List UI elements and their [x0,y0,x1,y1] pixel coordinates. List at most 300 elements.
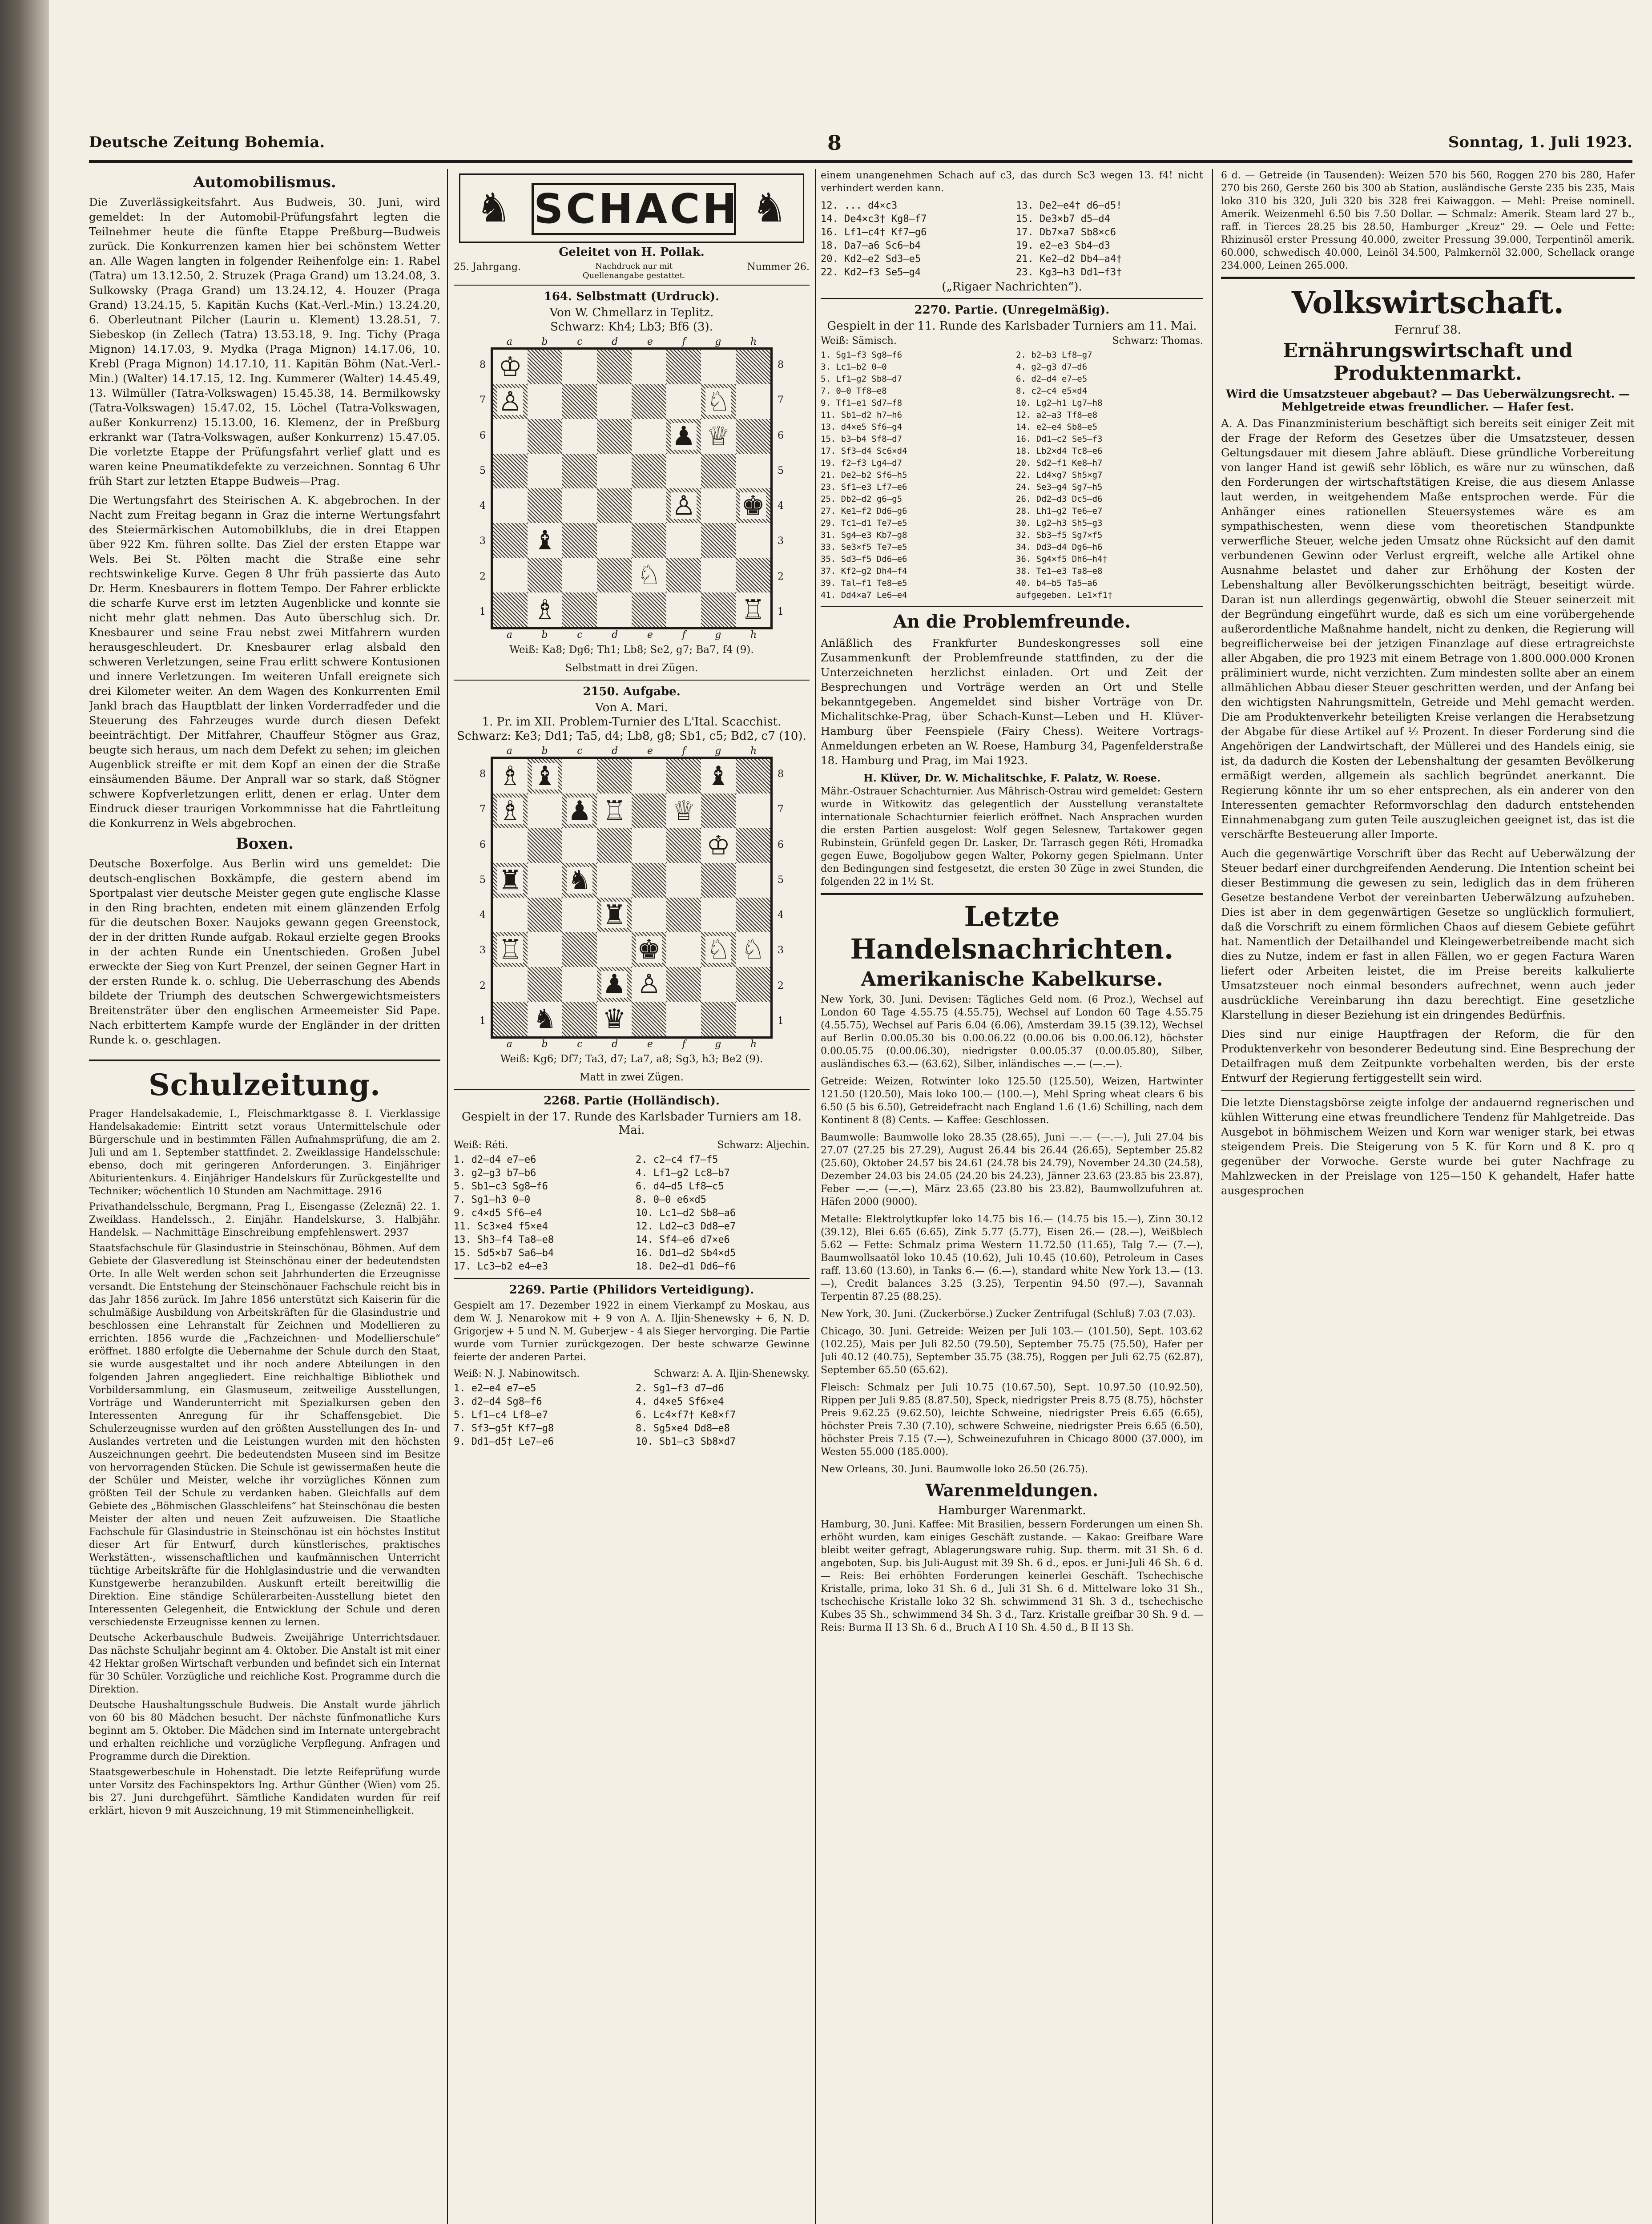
file-label: c [577,1039,583,1050]
article-zuverlaessigkeitsfahrt: Die Zuverlässigkeitsfahrt. Aus Budweis, 30. Juni, wird gemeldet: In der Automobil-Prüfungsfahrt legten die Teilnehmer heute die fünfte Etappe Preßburg—Budweis zurück. Die Konkurrenzen kamen hier bei schönstem Wetter an. Alle Wagen langten in folgender Reihenfolge ein: 1. Rabel (Tatra) um 13.12.50, 2. Struzek (Praga Grand) um 13.24.08, 3. Sulkowsky (Praga Grand) um 13.24.12, 4. Houzer (Praga Grand) 13.24.15, 5. Kapitän Kuchs (Kat.-Verl.-Min.) 13.24.20, 6. Oberleutnant Pilcher (Laurin u. Klement) 13.28.51, 7. Siebeskop (in Zellech (Tatra) 13.53.18, 9. Ing. Tichy (Praga Mignon) 14.17.03, 9. Mydka (Praga Mignon) 14.17.06, 10. Krebl (Praga Mignon) 14.17.10, 11. Kapitän Böhm (Nat.-Verl.-Min.) (Walter) 14.17.15, 12. Ing. Kummerer (Walter) 14.45.49, 13. Wilmüller (Tatra-Volkswagen) 15.45.38, 14. Bermilkowsky (Tatra-Volkswagen) 15.47.02, 15. Löchel (Tatra-Volkswagen, außer Konkurrenz) 15.13.00, 16. Klemenz, der in Preßburg erkrankt war (Tatra-Volkswagen, außer Konkurrenz) 15.47.05. Die vorletzte Etappe der Prüfungsfahrt verlief glatt und es waren keine Pneumatikdefekte zu verzeichnen. Sonntag 6 Uhr früh Start zur letzten Etappe Budweis—Prag. [89,196,440,488]
move-line: 10. Sb1—c3 Sb8×d7 [636,1436,736,1447]
board-square [528,967,562,1002]
chessboard-164 [476,336,787,641]
section-title-problemfreunde: An die Problemfreunde. [893,611,1131,632]
white-pawn-icon: ♙ [672,490,696,521]
page-header [89,133,1632,160]
file-label: e [647,336,653,347]
section-title-handelsnachrichten: Letzte Handelsnachrichten. [821,893,1203,965]
board-square [632,350,666,384]
black-bishop-icon: ♝ [706,761,730,792]
board-square [562,488,597,523]
rank-label: 4 [778,910,784,921]
board-square [736,1002,770,1036]
file-label: f [682,336,686,347]
game-2269-moves [454,1382,810,1449]
rank-label: 4 [479,910,486,921]
game-2269-intro: Gespielt am 17. Dezember 1922 in einem Vierkampf zu Moskau, aus dem W. J. Nenarokow mit + 9 von A. A. Iljin-Shenewsky + 6, N. D. Grigorjew + 5 und N. M. Guberjew - 4 als Sieger hervorging. Die Partie wurde vom Turnier zurückgezogen. Der beste schwarze Gewinne feierte der anderen Partei. [454,1300,810,1363]
article-subtitle-ernaehrung: Wird die Umsatzsteuer abgebaut? — Das Ueberwälzungsrecht. — Mehlgetreide etwas freundlicher. — Hafer fest. [1225,387,1630,413]
move-line: 13. d4×e5 Sf6—g4 [821,422,903,432]
move-line: 4. g2—g3 d7—d6 [1016,362,1088,372]
problem-2150-tourney: 1. Pr. im XII. Problem-Turnier des L'Ital. Scacchist. [482,715,782,729]
divider [454,1278,810,1279]
file-labels [476,1039,787,1050]
board-square [597,898,632,932]
board-square [736,828,770,863]
white-knight-icon: ♘ [706,934,730,965]
board-square [666,1002,701,1036]
board-square [736,419,770,454]
file-label: e [647,1039,653,1050]
move-line: 25. Db2—d2 g6—g5 [821,494,903,504]
move-line: 17. Sf3—d4 Sc6×d4 [821,446,907,456]
move-line: aufgegeben. Le1×f1† [1016,590,1113,600]
article-problemfreunde: Anläßlich des Frankfurter Bundeskongresses soll eine Zusammenkunft der Problemfreunde stattfinden, zu der die Unterzeichneten herzlichst einladen. Ort und Zeit der Besprechungen und Vorträge werden an Ort und Stelle bekanntgegeben. Angemeldet sind bisher Vorträge von Dr. Michalitschke-Prag, über Schach-Kunst—Leben und H. Klüver-Hamburg über Feenspiele (Fairy Chess). Weitere Vortrags-Anmeldungen erbeten an W. Roese, Hamburg 34, Pagenfelderstraße 18. Hamburg und Prag, im Mai 1923. [821,637,1203,767]
masthead-date: Sonntag, 1. Juli 1923. [1448,133,1632,151]
board-square [528,759,562,794]
problem-164-white: Weiß: Ka8; Dg6; Th1; Lb8; Se2, g7; Ba7, f4 (9). [509,644,754,656]
board-square [632,523,666,558]
white-rook-icon: ♖ [498,934,522,965]
board-square [528,419,562,454]
divider [454,1089,810,1090]
board-square [701,454,736,488]
move-line: 19. f2—f3 Lg4—d7 [821,458,903,468]
board-square [493,794,528,828]
rank-label: 2 [479,571,486,582]
nummer: Nummer 26. [747,262,810,273]
board-square [493,384,528,419]
move-line: 14. e2—e4 Sb8—e5 [1016,422,1098,432]
white-bishop-icon: ♗ [498,795,522,826]
page-number: 8 [827,131,842,155]
board-square [562,592,597,627]
file-label: h [750,629,757,641]
board-square [528,828,562,863]
board-square [597,384,632,419]
section-title-kabelkurse: Amerikanische Kabelkurse. [861,968,1163,991]
white-knight-icon: ♘ [741,934,765,965]
black-bishop-icon: ♝ [533,525,557,556]
kabel-metalle: Metalle: Elektrolytkupfer loko 14.75 bis 16.— (14.75 bis 15.—), Zinn 30.12 (39.12), Blei 6.65 (6.65), Zink 5.77 (5.77), Eisen 26.— (28.—), Weißblech 5.62 — Fette: Schmalz prima Western 11.72.50 (11.65), Talg 7.— (7.—), Baumwollsaatöl loko 10.45 (10.62), Juli 10.45 (10.60), Petroleum in Cases raff. 13.60 (13.60), in Tanks 6.— (6.—), standard white New York 13.— (13.—), Credit balances 3.25 (3.25), Terpentin 94.50 (97.—), Savannah Terpentin 87.25 (88.25). [821,1214,1203,1302]
white-player: Weiß: Sämisch. [821,335,897,346]
article-title-ernaehrung: Ernährungswirtschaft und Produktenmarkt. [1283,339,1573,385]
game-2269-continuation: einem unangenehmen Schach auf c3, das durch Sc3 wegen 13. f4! nicht verhindert werden kann. [821,170,1203,194]
file-label: d [612,629,618,641]
kabel-zucker: New York, 30. Juni. (Zuckerbörse.) Zucker Zentrifugal (Schluß) 7.03 (7.03). [821,1309,1196,1320]
board-square [493,454,528,488]
board-square [632,828,666,863]
board-square [493,488,528,523]
kabel-getreide: Getreide: Weizen, Rotwinter loko 125.50 (125.50), Weizen, Hartwinter 121.50 (120.50), Mais loko 100.— (100.—), Mehl Spring wheat clears 6 bis 6.50 (5 bis 6.50), Getreidefracht nach England 1.6 (1.6) Schilling, nach dem Kontinent 8 (8) Cents. — Kaffee: Geschlossen. [821,1076,1203,1126]
move-line: 1. e2—e4 e7—e5 [454,1383,536,1394]
move-line: 7. Sg1—h3 0—0 [454,1194,531,1205]
board-square [493,828,528,863]
board-square [528,488,562,523]
move-line: 31. Sg4—e3 Kb7—g8 [821,530,907,540]
white-queen-icon: ♕ [706,421,730,452]
board-square [597,454,632,488]
move-line: 13. Sh3—f4 Ta8—e8 [454,1234,554,1245]
move-line: 38. Te1—e3 Ta8—e8 [1016,566,1103,576]
kabel-chicago: Chicago, 30. Juni. Getreide: Weizen per Juli 103.— (101.50), Sept. 103.62 (102.25), Mais per Juli 82.50 (79.50), September 75.75 (75.50), Hafer per Juli 40.12 (40.75), September 35.75 (38.75), Roggen per Juli 62.75 (62.87), September 65.50 (65.62). [821,1326,1203,1376]
problem-2150-white: Weiß: Kg6; Df7; Ta3, d7; La7, a8; Sg3, h3; Be2 (9). [500,1053,763,1065]
board-square [493,932,528,967]
move-line: 12. Ld2—c3 Dd8—e7 [636,1221,736,1232]
article-boxerfolge: Deutsche Boxerfolge. Aus Berlin wird uns gemeldet: Die deutsch-englischen Boxkämpfe, die gestern abend im Sportpalast vier deutsche Meister gegen gute englische Klasse in den Ring brachten, endeten mit einem glänzenden Erfolg für die deutschen Boxer. Naujoks gewann gegen Greenstock, der in der dritten Runde aufgab. Rokaul erzielte gegen Brooks in der achten Runde ein Unentschieden. Großen Jubel erweckte der Sieg von Kurt Prenzel, der seinen Gegner Hart in der ersten Runde k. o. schlug. Die Ueberraschung des Abends bildete der Triumph des deutschen Schwergewichtsmeisters Breitensträter über den englischen Armeemeister Sid Pape. Nach erbittertem Kampfe wurde der Engländer in der dritten Runde k. o. geschlagen. [89,857,440,1046]
board-square [701,759,736,794]
board-square [562,454,597,488]
move-line: 13. De2—e4† d6—d5! [1016,200,1122,211]
article-umsatzsteuer-2: Auch die gegenwärtige Vorschrift über das Recht auf Ueberwälzung der Steuer bedarf einer durchgreifenden Aenderung. Die Intention scheint bei dieser Bestimmung die gewesen zu sein, lediglich das in dem früheren Gesetze bestandene Verbot der vereinbarten Ueberwälzung aufzuheben. Dies ist aber in dem gegenwärtigen Gesetze so unglücklich formuliert, daß die Vorschrift zu einem förmlichen Chaos auf diesem Gebiete geführt hat. Namentlich der Detailhandel und Kleingewerbetreibende macht sich dies zu Nutze, indem er fast in allen Fällen, wo er gegen Factura Waren liefert oder Arbeiten leistet, die im Preise bereits kalkulierte Umsatzsteuer noch einmal besonders aufrechnet, wenn auch jeder ausdrückliche Vereinbarung ihn dazu berechtigt. Eine gesetzliche Klarstellung in dieser Beziehung ist ein dringendes Bedürfnis. [1221,847,1635,1021]
file-label: e [647,629,653,641]
board-square [736,454,770,488]
board-square [493,419,528,454]
chessboard-grid [491,347,773,629]
board-square [528,932,562,967]
white-queen-icon: ♕ [672,795,696,826]
board-square [701,794,736,828]
divider [821,298,1203,299]
game-2270-players [821,335,1203,346]
move-line: 24. Se3—g4 Sg7—h5 [1016,482,1103,492]
file-label: a [506,745,512,757]
game-2270-title: 2270. Partie. (Unregelmäßig). [914,303,1110,317]
board-square [701,1002,736,1036]
board-square [528,454,562,488]
problem-164-author: Von W. Chmellarz in Teplitz. [549,306,714,319]
board-square [666,794,701,828]
white-bishop-icon: ♗ [533,594,557,625]
board-square [736,523,770,558]
rank-label: 8 [479,359,486,371]
article-mahr-ostrau: Mähr.-Ostrauer Schachturnier. Aus Mährisch-Ostrau wird gemeldet: Gestern wurde in Witkowitz das gelegentlich der Ausstellung veranstaltete internationale Schachturnier feierlich eröffnet. Nach Ansprachen wurden die ersten Partien ausgelost: Wolf gegen Selesnew, Tartakower gegen Rubinstein, Grünfeld gegen Dr. Lasker, Dr. Tarrasch gegen Réti, Hromadka gegen Euwe, Bogoljubow gegen Walter, Pokorny gegen Spielmann. Unter den Bedingungen sind festgesetzt, die ersten 30 Züge in zwei Stunden, die folgenden 22 in 1½ St. [821,786,1203,887]
chessboard-grid [491,757,773,1039]
game-2268-sub: Gespielt in der 17. Runde des Karlsbader Turniers am 18. Mai. [461,1110,802,1137]
article-warenmarkt: Hamburg, 30. Juni. Kaffee: Mit Brasilien, bessern Forderungen um einen Sh. erhöht wurden, kam einiges Geschäft zustande. — Kakao: Greifbare Ware bleibt weiter gefragt, Ablagerungsware ruhig. Sup. therm. mit 31 Sh. 6 d. angeboten, Sup. bis Juli-August mit 39 Sh. 6 d., epos. er Juni-Juli 46 Sh. 6 d. — Reis: Bei erhöhten Forderungen keinerlei Geschäft. Tschechische Kristalle, prima, loko 31 Sh. 6 d., Juli 31 Sh. 6 d. Mittelware loko 31 Sh., tschechische Kristalle loko 32 Sh. schwimmend 31 Sh. 3 d., tschechische Kubes 35 Sh., schwimmend 34 Sh. 3 d., Tarz. Kristalle greifbar 30 Sh. 9 d. — Reis: Burma II 13 Sh. 6 d., Bruch A I 10 Sh. 4.50 d., B II 13 Sh. [821,1519,1203,1633]
column-3 [821,169,1203,2224]
article-umsatzsteuer-1: A. A. Das Finanzministerium beschäftigt sich bereits seit einiger Zeit mit der Frage der Reform des Gesetzes über die Umsatzsteuer, dessen Geltungsdauer mit diesem Jahre abläuft. Diese gründliche Vorbereitung von langer Hand ist gewiß sehr löblich, es wäre nur zu wünschen, daß den Forderungen der wirtschaftstätigen Kreise, die aus diesem Anlasse laut werden, in weitgehendem Maße entsprochen werde. Für die Anhänger eines rationellen Steuersystemes wäre es am sympathischesten, wenn diese vom theoretischen Standpunkte verwerfliche Steuer, welche jeden Umsatz ohne Rücksicht auf den damit verbundenen Gewinn oder Verlust ergreift, welche alle Artikel ohne Ausnahme belastet und daher zur Erhöhung der Kosten der Lebenshaltung aller Bevölkerungsschichten beiträgt, beseitigt würde. Daran ist nun allerdings gegenwärtig, obwohl die Steuer seinerzeit mit der Begründung eingeführt wurde, daß es sich um eine vorübergehende außerordentliche Maßnahme handelt, nicht zu denken, die Regierung will begreiflicherweise bei der jetzigen Finanzlage auf diese ertragreichste aller Abgaben, die pro 1923 mit einem Betrage von 1.800.000.000 Kronen präliminiert wurde, nicht verzichten. Zum mindesten sollte aber an einem allmählichen Abbau dieser Steuer geschritten werden, und der Anfang bei den wichtigsten Nahrungsmitteln, Getreide und Mehl gemacht werden. Die am Produktenverkehr beteiligten Kreise verlangen die Herabsetzung der Abgabe für diese Artikel auf ½ Prozent. In dieser Forderung sind die Angehörigen der Landwirtschaft, der Müllerei und des Handels einig, sie ist, da dadurch die Kosten der Lebenshaltung der gesamten Bevölkerung ermäßigt werden, allgemein als sachlich begründet anerkannt. Die Regierung könnte ihr um so eher entsprechen, als ein anderer von den Interessenten gemachter Reformvorschlag den dadurch entstehenden Einnahmenabgang zum guten Teile auszugleichen geeignet ist, das ist die verschärfte Besteuerung aller Importe. [1221,417,1635,841]
white-player: Weiß: N. J. Nabinowitsch. [454,1368,580,1379]
white-rook-icon: ♖ [602,795,626,826]
board-square [666,932,701,967]
file-label: e [647,745,653,757]
move-line: 12. a2—a3 Tf8—e8 [1016,410,1098,420]
board-square [666,558,701,592]
move-line: 22. Kd2—f3 Se5—g4 [821,267,921,278]
notice-handelsakademie: Prager Handelsakademie, I., Fleischmarktgasse 8. I. Vierklassige Handelsakademie: Eintritt setzt voraus Untermittelschule oder Bürgerschule und in bestimmten Fällen Aufnahmsprüfung, die am 2. Juli und am 1. September stattfindet. 2. Zweiklassige Handelsschule: ebenso, doch mit geringeren Anforderungen. 3. Einjähriger Abiturientenkurs. 4. Einjähriger Handelskurs für Zurückgestellte und Techniker; wöchentlich 10 Stunden am Nachmittage. 2916 [89,1108,440,1197]
rank-label: 6 [479,430,486,441]
article-wertungsfahrt: Die Wertungsfahrt des Steirischen A. K. abgebrochen. In der Nacht zum Freitag begann in Graz die interne Wertungsfahrt des Steiermärkischen Automobilklubs, die in drei Etappen über 922 Km. führen sollte. Das Ziel der ersten Etappe war Wels. Bei St. Pölten macht die Straße eine sehr rechtswinkelige Kurve. Gegen 8 Uhr früh passierte das Auto Dr. Herm. Knesbaurers in flottem Tempo. Der Fahrer erblickte die scharfe Kurve erst im letzten Augenblicke und konnte sie nicht mehr glatt nehmen. Das Auto überschlug sich. Dr. Knesbaurer und seine Frau nebst zwei Mitfahrern wurden herausgeschleudert. Dr. Knesbaurer erlag alsbald den schweren Verletzungen, seine Frau erlitt schwere Kontusionen und innere Verletzungen. Im weiteren Unfall ereignete sich drei Kilometer weiter. An dem Wagen des Konkurrenten Emil Jankl brach das Hauptblatt der linken Vorderradfeder und die Steuerung des Fahrzeuges wurde durch diesen Defekt beeinträchtigt. Der Mitfahrer, Chauffeur Stögner aus Graz, beugte sich heraus, um nach dem Defekt zu sehen; im gleichen Augenblick streifte er mit dem Kopf an einen der die Straße einsäumenden Bäume. Der Anprall war so stark, daß Stögner schwere Kopfverletzungen erlitt, denen er erlag. Unter dem Eindruck dieser traurigen Vorkommnisse hat die Fahrtleitung die Konkurrenz in Wels abgebrochen. [89,494,440,830]
white-rook-icon: ♖ [741,594,765,625]
black-player: Schwarz: A. A. Iljin-Shenewsky. [653,1368,810,1379]
move-line: 12. ... d4×c3 [821,200,898,211]
board-square [632,967,666,1002]
move-line: 23. Kg3—h3 Dd1—f3† [1016,267,1122,278]
file-label: c [577,336,583,347]
board-square [562,828,597,863]
move-line: 9. Tf1—e1 Sd7—f8 [821,398,903,408]
board-square [666,384,701,419]
board-square [528,592,562,627]
board-square [701,558,736,592]
rank-label: 5 [479,465,486,476]
fernruf: Fernruf 38. [1394,323,1461,337]
board-square [597,794,632,828]
move-line: 3. d2—d4 Sg8—f6 [454,1396,542,1407]
rank-label: 3 [479,536,486,547]
game-2268-players [454,1140,810,1151]
board-square [562,759,597,794]
white-knight-icon: ♘ [706,386,730,417]
move-line: 15. Sd5×b7 Sa6—b4 [454,1248,554,1259]
file-label: h [750,336,757,347]
source-note: („Rigaer Nachrichten“). [942,280,1082,294]
game-2268-title: 2268. Partie (Holländisch). [544,1094,720,1108]
game-2270-sub: Gespielt in der 11. Runde des Karlsbader Turniers am 11. Mai. [827,319,1197,333]
notice-ackerbauschule: Deutsche Ackerbauschule Budweis. Zweijährige Unterrichtsdauer. Das nächste Schuljahr beginnt am 4. Oktober. Die Anstalt ist mit einer 42 Hektar großen Wirtschaft verbunden und befindet sich ein Internat für 30 Schüler. Vorzügliche und reichliche Kost. Programme durch die Direktion. [89,1632,440,1695]
board-square [736,932,770,967]
problem-2150-black: Schwarz: Ke3; Dd1; Ta5, d4; Lb8, g8; Sb1, c5; Bd2, c7 (10). [457,729,806,743]
move-line: 18. Lb2×d4 Tc8—e6 [1016,446,1103,456]
column-4 [1221,169,1635,2224]
column-divider [447,169,448,2224]
board-square [597,488,632,523]
board-square [562,419,597,454]
move-line: 9. Dd1—d5† Le7—e6 [454,1436,554,1447]
board-square [597,932,632,967]
board-square [528,863,562,898]
file-label: h [750,745,757,757]
schach-title: SCHACH [532,183,736,235]
black-pawn-icon: ♟ [602,969,626,1000]
board-square [632,592,666,627]
board-square [528,523,562,558]
board-square [493,967,528,1002]
move-line: 39. Tal—f1 Te8—e5 [821,578,907,588]
board-square [562,384,597,419]
move-line: 5. Lf1—g2 Sb8—d7 [821,374,903,384]
board-square [701,523,736,558]
game-2270-moves [821,349,1203,601]
board-square [632,863,666,898]
jahrgang: 25. Jahrgang. [454,262,521,273]
board-square [666,419,701,454]
move-line: 11. Sb1—d2 h7—h6 [821,410,903,420]
problem-164-black: Schwarz: Kh4; Lb3; Bf6 (3). [550,320,713,334]
section-title-volkswirtschaft: Volkswirtschaft. [1221,277,1635,321]
board-square [597,350,632,384]
white-king-icon: ♔ [498,351,522,383]
game-2269-title: 2269. Partie (Philidors Verteidigung). [509,1283,754,1297]
move-line: 1. d2—d4 e7—e6 [454,1154,536,1165]
rank-label: 6 [479,839,486,850]
board-square [632,898,666,932]
move-line: 17. Lc3—b2 e4—e3 [454,1261,548,1272]
board-square [493,759,528,794]
divider [454,680,810,681]
rank-label: 3 [778,536,784,547]
rank-label: 7 [778,395,784,406]
board-square [493,523,528,558]
move-line: 2. c2—c4 f7—f5 [636,1154,718,1165]
black-queen-icon: ♛ [602,1003,626,1035]
board-square [666,967,701,1002]
chessboard-2150 [476,745,787,1050]
move-line: 19. e2—e3 Sb4—d3 [1016,240,1110,251]
notice-glasindustrie: Staatsfachschule für Glasindustrie in Steinschönau, Böhmen. Auf dem Gebiete der Glasveredlung ist Steinschönau einer der bedeutendsten Orte. In alle Welt werden schon seit Jahrhunderten die Erzeugnisse versandt. Die Entstehung der Steinschönauer Fachschule reicht bis in das Jahr 1856 zurück. Im Jahre 1856 unterstützt sich Kaiserin für die schulmäßige Ausbildung von Arbeitskräften für die Glasindustrie und beschlossen eine Lehranstalt für Zeichnen und Modellieren zu errichten. 1856 wurde die „Fachzeichnen- und Modellierschule“ eröffnet. 1880 erfolgte die Uebernahme der Schule durch den Staat, sie wurde ausgestaltet und ihr noch andere Abteilungen in den folgenden Jahren angegliedert. Eine reichhaltige Bibliothek und Vorbildersammlung, ein Glasmuseum, zeitweilige Ausstellungen, Vorträge und Wanderunterricht mit Spezialkursen geben den Interessenten Anregung für ihr Schaffensgebiet. Die Schulerzeugnisse wurden auf den größten Ausstellungen des In- und Auslandes vertreten und die Leistungen wurden mit den höchsten Auszeichnungen geehrt. Die bedeutendsten Museen sind im Besitze von hervorragenden Stücken. Die Schule ist gewissermaßen heute die der Schüler und Meister, welche ihr vorzügliches Können zum größten Teil der Schule zu verdanken haben. Gleichfalls auf dem Gebiete des „Böhmischen Glasschleifens“ hat Steinschönau die besten Meister der alten und neuen Zeit aufzuweisen. Die Staatliche Fachschule für Glasindustrie in Steinschönau ist ein höchstes Institut dieser Art für Entwurf, durch künstlerisches, praktisches Werkstätten-, wissenschaftlichen und kaufmännischen Unterricht tüchtige Arbeitskräfte für die Hohlglasindustrie und die verwandten Kunstgewerbe heranzubilden. Auskunft erteilt bereitwillig die Direktion. Eine ständige Schülerarbeiten-Ausstellung bietet den Interessenten Gelegenheit, die Entwicklung der Schule und deren verschiedenste Erzeugnisse kennen zu lernen. [89,1243,440,1628]
move-line: 40. b4—b5 Ta5—a6 [1016,578,1098,588]
move-line: 6. Lc4×f7† Ke8×f7 [636,1410,736,1421]
board-square [493,350,528,384]
move-line: 35. Sd3—f5 Dd6—e6 [821,554,907,564]
move-line: 4. d4×e5 Sf6×e4 [636,1396,724,1407]
board-square [528,558,562,592]
article-dienstagsboerse: Die letzte Dienstagsbörse zeigte infolge der andauernd regnerischen und kühlen Witterung eine etwas freundlichere Tendenz für Mahlgetreide. Das Ausgebot in böhmischem Weizen und Korn war weniger stark, bei etwas steigendem Preis. Die Steigerung von 5 K. für Korn und 8 K. pro q gegenüber der Vorwoche. Gerste wurde bei guter Nachfrage zu Mahlzwecken in der Preislage von 125—150 K gehandelt, Hafer hatte ausgesprochen [1221,1096,1635,1197]
schach-banner [459,173,804,243]
rank-label: 7 [479,804,486,815]
problem-164-task: Selbstmatt in drei Zügen. [565,662,698,674]
move-line: 2. b2—b3 Lf8—g7 [1016,350,1092,360]
rank-label: 4 [479,500,486,512]
schach-meta [454,262,810,280]
move-line: 6. d2—d4 e7—e5 [1016,374,1088,384]
move-line: 3. g2—g3 b7—b6 [454,1168,536,1179]
move-line: 5. Sb1—c3 Sg8—f6 [454,1181,548,1192]
move-line: 16. Lf1—c4† Kf7—g6 [821,227,927,238]
move-line: 14. Sf4—e6 d7×e6 [636,1234,730,1245]
move-line: 26. Dd2—d3 Dc5—d6 [1016,494,1103,504]
move-line: 7. Sf3—g5† Kf7—g8 [454,1423,554,1434]
white-bishop-icon: ♗ [498,761,522,792]
board-square [597,967,632,1002]
board-square [701,384,736,419]
move-line: 3. Lc1—b2 0—0 [821,362,887,372]
board-square [736,794,770,828]
white-knight-icon: ♘ [637,560,661,591]
scan-binding-edge [0,0,49,2224]
board-square [701,863,736,898]
section-title-boxen: Boxen. [236,835,294,853]
board-square [562,794,597,828]
file-labels [476,629,787,641]
schach-editor: Geleitet von H. Pollak. [559,246,705,259]
move-line: 16. Dd1—d2 Sb4×d5 [636,1248,736,1259]
file-label: a [506,629,512,641]
file-label: f [682,1039,686,1050]
move-line: 2. Sg1—f3 d7—d6 [636,1383,724,1394]
board-square [632,932,666,967]
move-line: 8. c2—c4 e5×d4 [1016,386,1088,396]
board-square [597,759,632,794]
board-square [597,419,632,454]
board-square [666,898,701,932]
move-line: 32. Sb3—f5 Sg7×f5 [1016,530,1103,540]
file-label: g [715,629,721,641]
file-label: g [715,745,721,757]
move-line: 16. Dd1—c2 Se5—f3 [1016,434,1103,444]
board-square [736,350,770,384]
board-square [597,1002,632,1036]
file-label: h [750,1039,757,1050]
black-player: Schwarz: Aljechin. [717,1140,810,1151]
board-square [736,967,770,1002]
move-line: 14. De4×c3† Kg8—f7 [821,214,927,225]
kabel-fleisch: Fleisch: Schmalz per Juli 10.75 (10.67.50), Sept. 10.97.50 (10.92.50), Rippen per Juli 9.85 (8.87.50), Speck, niedrigster Preis 8.75 (8.75), höchster Preis 9.62.25 (9.62.50), leichte Schweine, niedrigster Preis 6.65 (6.65), höchster Preis 7.30 (7.10), schwere Schweine, niedrigster Preis 6.65 (6.50), höchster Preis 7.15 (7.—), Schweinezufuhren in Chicago 8000 (37.000), im Westen 55.000 (185.000). [821,1382,1203,1458]
rank-label: 2 [778,980,784,991]
notice-privathandelsschule: Privathandelsschule, Bergmann, Prag I., Eisengasse (Zeleznä) 22. 1. Zweiklass. Handelssch., 2. Einjähr. Handelskurse, 3. Halbjähr. Handelsk. — Nachmittäge Einschreibung empfehlenswert. 2937 [89,1201,440,1238]
rank-label: 1 [479,1015,486,1027]
black-bishop-icon: ♝ [533,761,557,792]
knight-icon: ♞ [751,185,788,231]
market-continuation: 6 d. — Getreide (in Tausenden): Weizen 570 bis 560, Roggen 270 bis 280, Hafer 270 bis 260, Gerste 260 bis 300 ab Station, ausländische Gerste 235 bis 235, Mais loko 310 bis 320, Juli 320 bis 328 frei Kaiwaggon. — Mehl: Preise nominell. Amerik. Weizenmehl 6.50 bis 7.50 Dollar. — Schmalz: Amerik. Steam lard 27 b., raff. in Tierces 28.25 bis 28.50, Hamburger „Kreuz“ 29. — Oele und Fette: Rhizinusöl erster Pressung 40.000, zweiter Pressung 39.000, Terpentinöl amerik. 60.000, schwedisch 40.000, Leinöl 34.500, Palmkernöl 32.000, Schellack orange 234.000, Leinen 265.000. [1221,170,1635,271]
board-square [701,488,736,523]
move-line: 37. Kf2—g2 Dh4—f4 [821,566,907,576]
board-square [562,558,597,592]
board-square [528,794,562,828]
board-square [701,592,736,627]
file-label: b [541,629,548,641]
board-square [701,932,736,967]
move-line: 18. Da7—a6 Sc6—b4 [821,240,921,251]
move-line: 23. Sf1—e3 Lf7—e6 [821,482,907,492]
board-square [562,967,597,1002]
board-square [736,384,770,419]
file-label: b [541,1039,548,1050]
board-square [701,898,736,932]
board-square [666,863,701,898]
board-square [562,1002,597,1036]
board-square [597,523,632,558]
game-2269-players [454,1368,810,1379]
board-square [632,558,666,592]
notice-haushaltungsschule: Deutsche Haushaltungsschule Budweis. Die Anstalt wurde jährlich von 60 bis 80 Mädchen besucht. Der nächste fünfmonatliche Kurs beginnt am 5. Oktober. Die Mädchen sind im Internate untergebracht und erhalten reichliche und vorzügliche Verpflegung. Anfragen und Programme durch die Direktion. [89,1700,440,1762]
kabel-new-orleans: New Orleans, 30. Juni. Baumwolle loko 26.50 (26.75). [821,1464,1088,1475]
header-rule [89,160,1632,163]
rank-label: 7 [778,804,784,815]
board-square [666,828,701,863]
black-knight-icon: ♞ [568,865,592,896]
column-divider [1212,169,1213,2224]
rank-label: 5 [479,874,486,886]
board-square [632,488,666,523]
knight-icon: ♞ [475,185,512,231]
board-square [493,558,528,592]
move-line: 18. De2—d1 Dd6—f6 [636,1261,736,1272]
black-knight-icon: ♞ [533,1003,557,1035]
board-square [528,898,562,932]
board-square [736,592,770,627]
rank-label: 1 [778,606,784,617]
board-square [701,419,736,454]
move-line: 33. Se3×f5 Te7—e5 [821,542,907,552]
move-line: 27. Ke1—f2 Dd6—g6 [821,506,907,516]
rank-label: 3 [479,945,486,956]
divider [1221,1090,1635,1091]
notice-staatsgewerbeschule: Staatsgewerbeschule in Hohenstadt. Die letzte Reifeprüfung wurde unter Vorsitz des Fachinspektors Ing. Arthur Günther (Wien) vom 25. bis 27. Juni durchgeführt. Sämtliche Kandidaten wurden für reif erklärt, hievon 9 mit Auszeichnung, 19 mit Stimmeneinhelligkeit. [89,1767,440,1817]
problem-2150-task: Matt in zwei Zügen. [580,1072,684,1083]
board-square [736,759,770,794]
file-label: a [506,336,512,347]
move-line: 9. c4×d5 Sf6—e4 [454,1208,542,1219]
board-square [701,828,736,863]
file-label: d [612,745,618,757]
file-label: f [682,629,686,641]
board-square [528,384,562,419]
move-line: 22. Ld4×g7 Sh5×g7 [1016,470,1103,480]
file-label: g [715,1039,721,1050]
rank-label: 3 [778,945,784,956]
